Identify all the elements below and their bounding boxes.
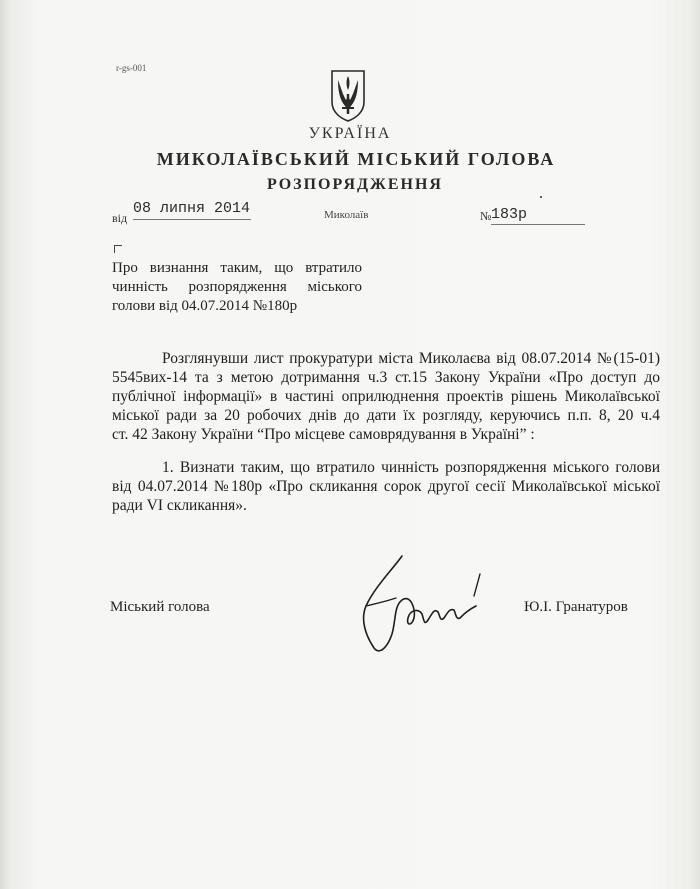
document-type-heading: РОЗПОРЯДЖЕННЯ [267,176,443,193]
handwritten-signature [344,548,494,658]
number-prefix: № [480,209,492,223]
subject-line: голови від 04.07.2014 №180р [112,298,298,314]
paragraph-line: 5545вих-14 та з метою дотримання ч.3 ст.15 Закону України «Про доступ до [112,369,660,386]
signatory-name: Ю.І. Гранатуров [524,599,628,615]
paragraph-line: ст. 42 Закону України “Про місцеве самоврядування в Україні” : [112,426,535,443]
authority-heading: МИКОЛАЇВСЬКИЙ МІСЬКИЙ ГОЛОВА [156,149,556,169]
subject-block [112,259,362,316]
paragraph-line: публічної інформації» в частині оприлюднення проектів рішень Миколаївської [112,388,660,405]
subject-corner-mark [114,245,122,253]
paragraph-line: 1. Визнати таким, що втратило чинність розпорядження міського голови [162,459,660,476]
subject-line: чинність розпорядження міського [112,279,362,295]
paragraph-line: Розглянувши лист прокуратури міста Миколаєва від 08.07.2014 №(15-01) [162,350,660,367]
city-label: Миколаїв [324,209,369,221]
trident-emblem-icon [328,68,368,122]
document-code: r-gs-001 [116,63,147,73]
date-prefix: від [112,211,128,225]
paragraph-line: міської ради за 20 робочих днів до дати їх розгляду, керуючись п.п. 8, 20 ч.4 [112,407,660,424]
paragraph-line: ради VI скликання». [112,497,247,514]
preamble-paragraph [112,349,660,444]
paragraph-line: від 04.07.2014 №180р «Про скликання сорок другої сесії Миколаївської міської [112,478,660,495]
signatory-position: Міський голова [110,599,210,615]
decision-paragraph [112,458,660,515]
date-value: 08 липня 2014 [133,200,251,220]
scan-speck [540,196,542,198]
country-heading: УКРАЇНА [308,125,392,142]
order-number: 183р [491,206,585,225]
subject-line: Про визнання таким, що втратило [112,260,362,276]
